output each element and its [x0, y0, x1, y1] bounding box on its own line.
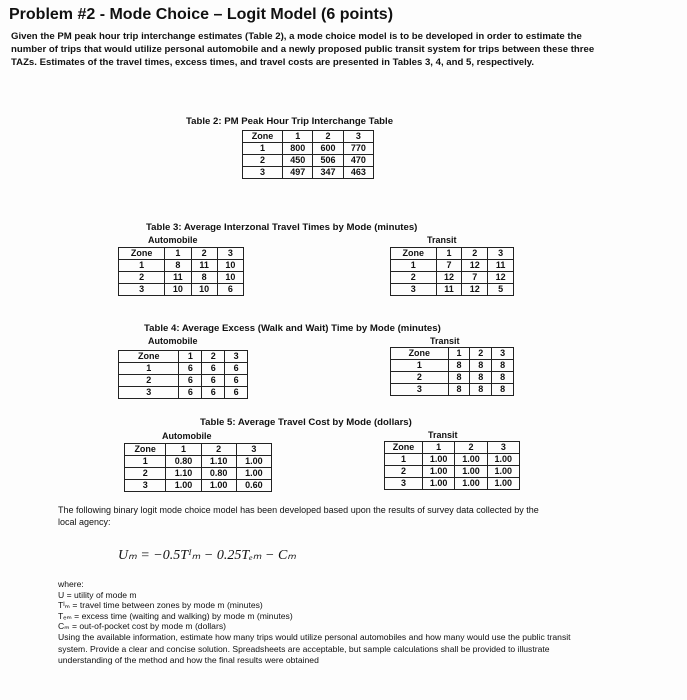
table-row: 3 1.00 1.00 1.00 [385, 478, 520, 490]
table4-auto-label: Automobile [148, 336, 198, 346]
table-row: 3 8 8 8 [391, 384, 514, 396]
table5-transit: Zone 1 2 3 1 1.00 1.00 1.00 2 1.00 1.00 1.00 3 1.00 1.00 1.00 [384, 441, 520, 490]
table4-transit: Zone 1 2 3 1 8 8 8 2 8 8 8 3 8 8 8 [390, 347, 514, 396]
problem-title: Problem #2 - Mode Choice – Logit Model (6 points) [9, 6, 394, 23]
table3-transit-label: Transit [427, 235, 457, 245]
model-description: The following binary logit mode choice model has been developed based upon the results of survey data collected by the local agency: [58, 505, 539, 527]
table-row: 3 11 12 5 [391, 284, 514, 296]
table-row: 1 7 12 11 [391, 260, 514, 272]
table5-auto-label: Automobile [162, 431, 212, 441]
table-row: 2 12 7 12 [391, 272, 514, 284]
table3-auto-label: Automobile [148, 235, 198, 245]
table3-transit: Zone 1 2 3 1 7 12 11 2 12 7 12 3 11 12 5 [390, 247, 514, 296]
table-row: 1 8 8 8 [391, 360, 514, 372]
table-row: 3 1.00 1.00 0.60 [125, 480, 272, 492]
table-row: 1 0.80 1.10 1.00 [125, 456, 272, 468]
intro-paragraph: Given the PM peak hour trip interchange estimates (Table 2), a mode choice model is to be developed in order to estimate the number of trips that would utilize personal automobile and a newly proposed public transit system for trips between these three TAZs. Estimates of the travel times, excess times, and travel costs are presented in Tables 3, 4, and 5, respectively. [11, 31, 595, 68]
table-row: 3 497 347 463 [243, 167, 374, 179]
table-header: 2 [313, 131, 343, 143]
table-row: 2 1.00 1.00 1.00 [385, 466, 520, 478]
where-label: where: [58, 579, 84, 589]
table-row: 1 800 600 770 [243, 143, 374, 155]
table4-caption: Table 4: Average Excess (Walk and Wait) Time by Mode (minutes) [144, 323, 441, 334]
table4-automobile: Zone 1 2 3 1 6 6 6 2 6 6 6 3 6 6 6 [118, 350, 248, 399]
table-row: 2 11 8 10 [119, 272, 244, 284]
table5-automobile: Zone 1 2 3 1 0.80 1.10 1.00 2 1.10 0.80 1.00 3 1.00 1.00 0.60 [124, 443, 272, 492]
definition-item: U = utility of mode m [58, 589, 137, 600]
table-row: 2 8 8 8 [391, 372, 514, 384]
table-row: 3 10 10 6 [119, 284, 244, 296]
table5-caption: Table 5: Average Travel Cost by Mode (dollars) [200, 417, 412, 428]
table2-caption: Table 2: PM Peak Hour Trip Interchange Table [186, 116, 394, 127]
table3-caption: Table 3: Average Interzonal Travel Times by Mode (minutes) [146, 222, 418, 233]
definitions [58, 579, 293, 632]
table-header: Zone [243, 131, 283, 143]
instructions-paragraph: Using the available information, estimate how many trips would utilize personal automobiles and how many would use the public transit system. Provide a clear and concise solution. Spreadsheets are acceptable, but sample calculations shall be provided to illustrate understanding of the method and how the final results were obtained [58, 632, 571, 665]
table-header: 3 [343, 131, 373, 143]
table-row: 2 1.10 0.80 1.00 [125, 468, 272, 480]
table4-transit-label: Transit [430, 336, 460, 346]
table5-transit-label: Transit [428, 430, 458, 440]
table-row: 1 8 11 10 [119, 260, 244, 272]
utility-formula: Uₘ = −0.5Tᴵₘ − 0.25Tₑₘ − Cₘ [118, 548, 297, 563]
definition-item: Tᴵₘ = travel time between zones by mode m (minutes) [58, 600, 263, 610]
definition-item: Tₑₘ = excess time (waiting and walking) by mode m (minutes) [58, 610, 293, 621]
table3-automobile: Zone 1 2 3 1 8 11 10 2 11 8 10 3 10 10 6 [118, 247, 244, 296]
table-row: 1 6 6 6 [119, 363, 248, 375]
table-row: 3 6 6 6 [119, 387, 248, 399]
table-row: 2 6 6 6 [119, 375, 248, 387]
definition-item: Cₘ = out-of-pocket cost by mode m (dollars) [58, 621, 226, 631]
table-row: 1 1.00 1.00 1.00 [385, 454, 520, 466]
table-header: 1 [283, 131, 313, 143]
table-row: 2 450 506 470 [243, 155, 374, 167]
table2 [242, 130, 374, 179]
